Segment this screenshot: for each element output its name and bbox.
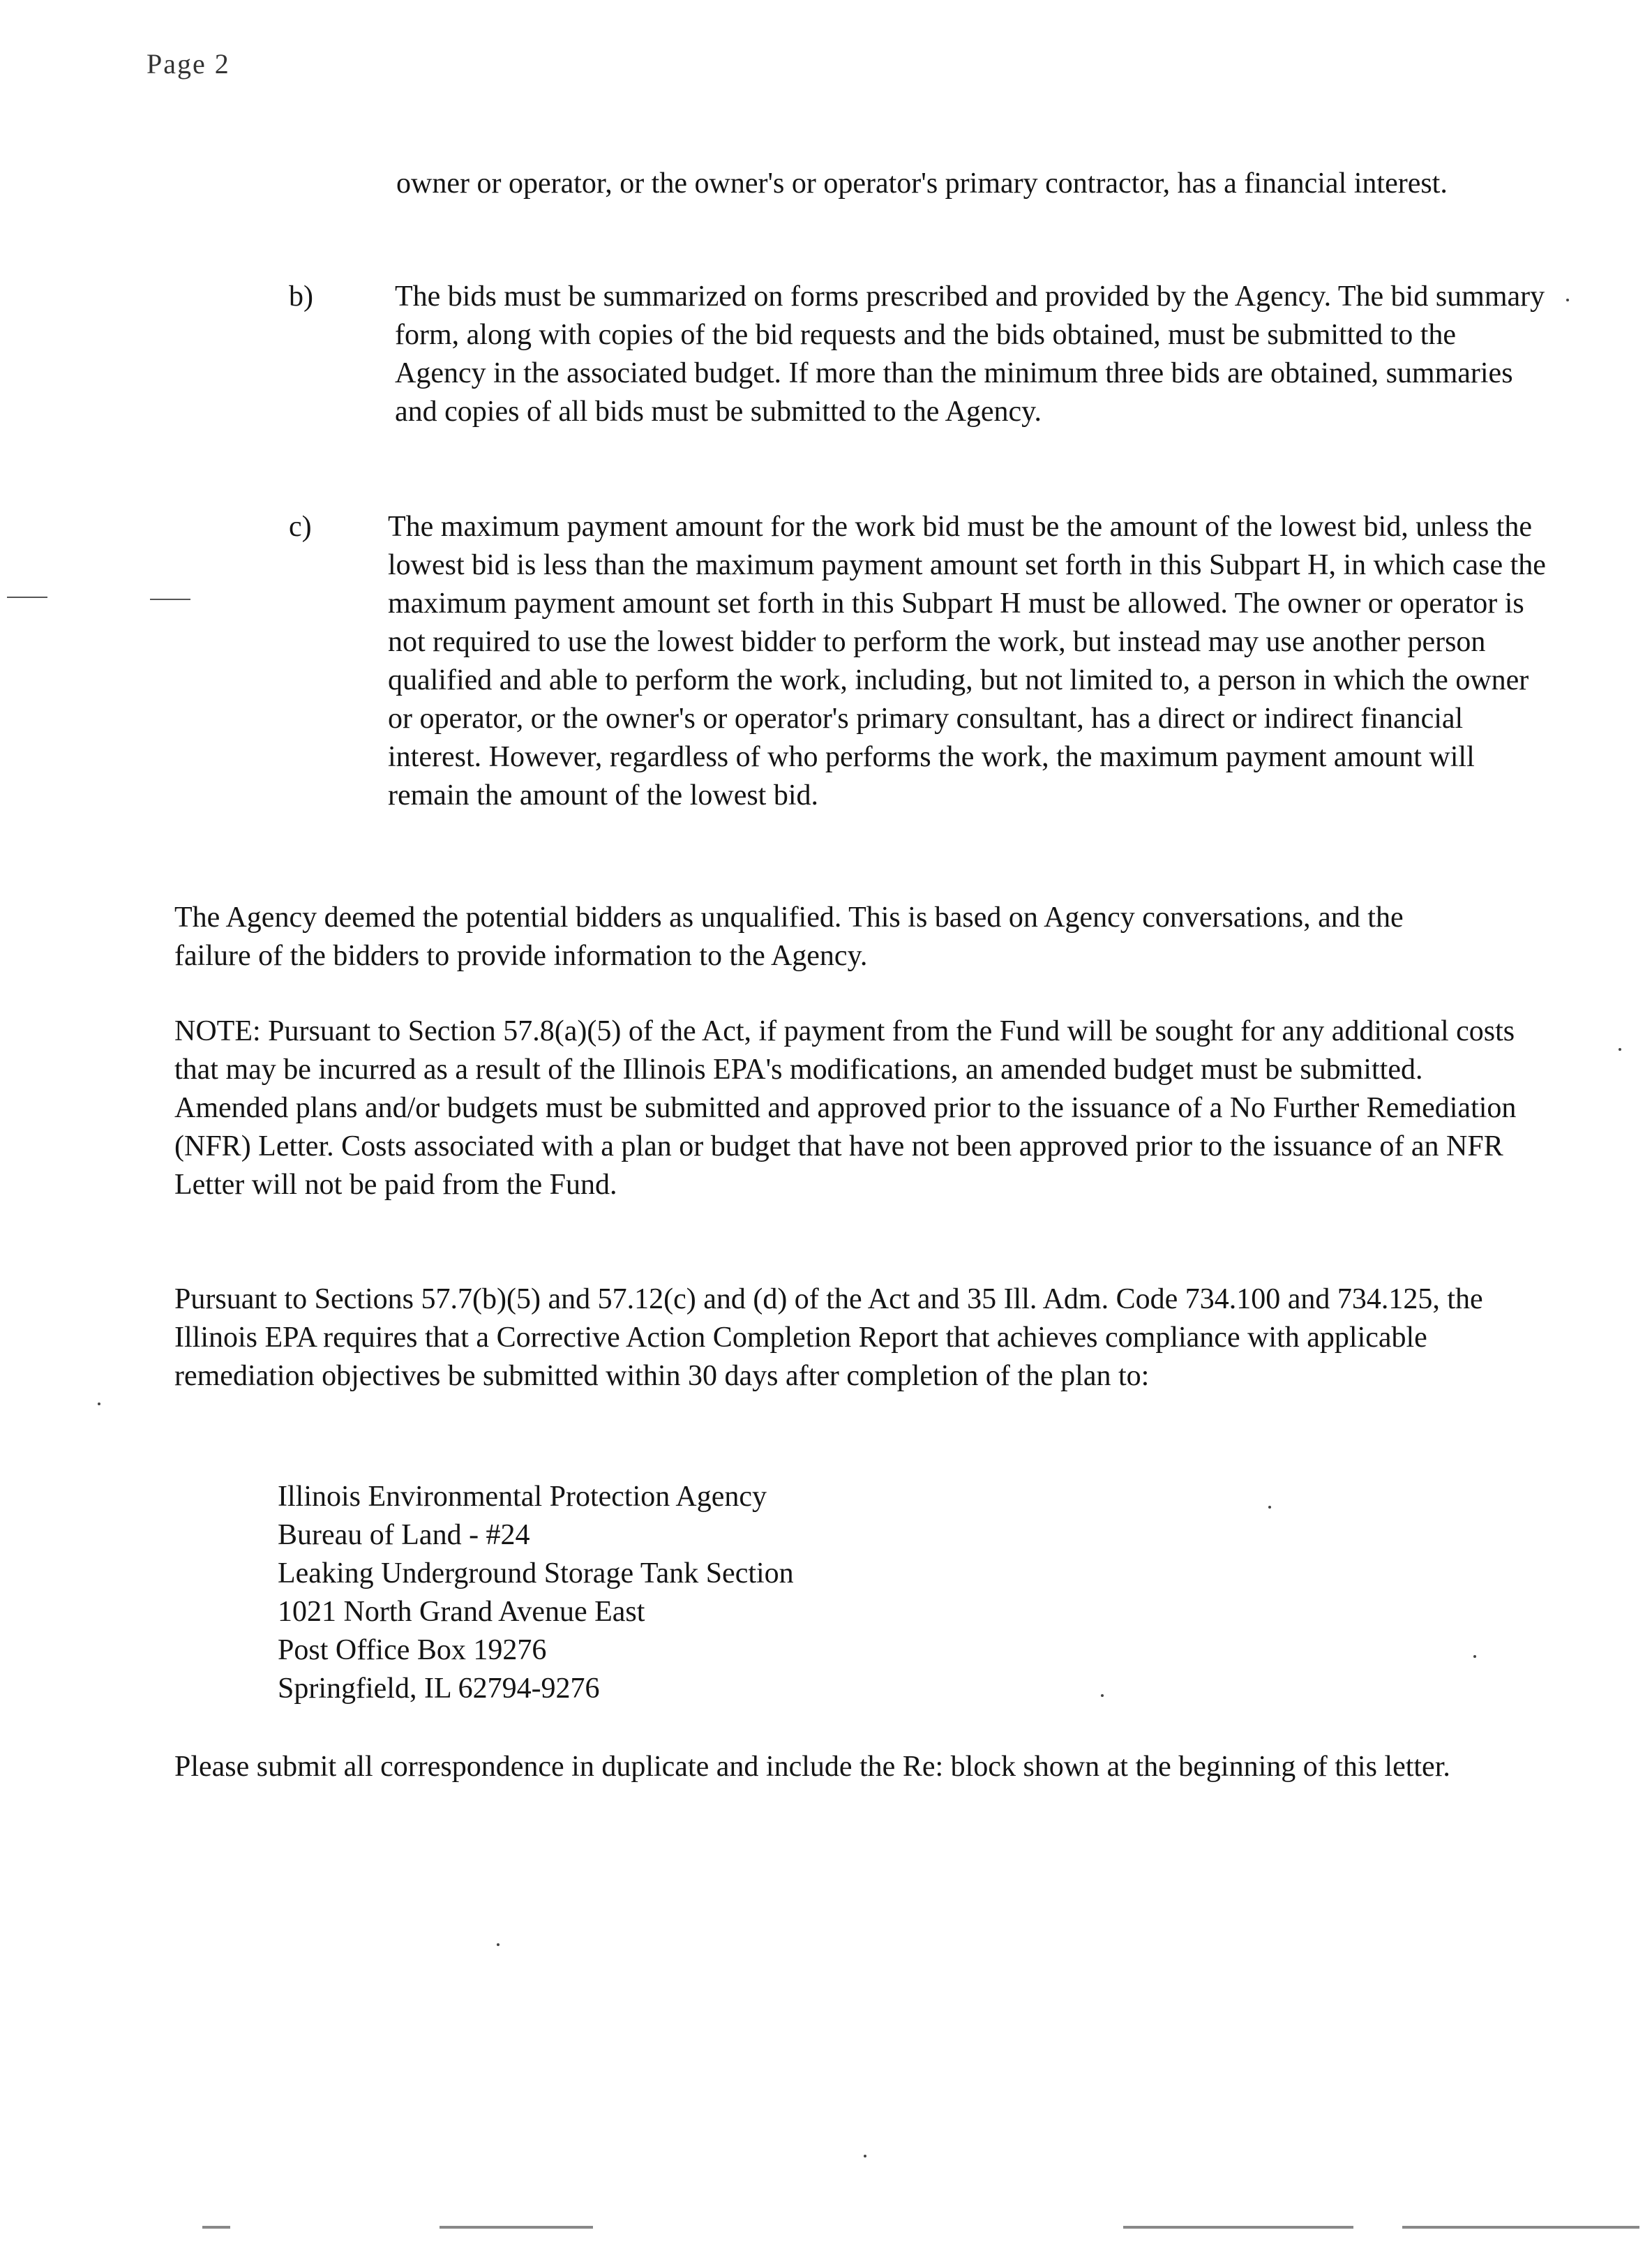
completion-report-paragraph: Pursuant to Sections 57.7(b)(5) and 57.12(c) and (d) of the Act and 35 Ill. Adm. Code 734.100 and 734.125, the Illinois EPA requires that a Corrective Action Completion Report that achieves compliance with applicable remediation objectives be submitted within 30 days after completion of the plan to: <box>174 1283 1483 1392</box>
speck <box>1619 1048 1621 1051</box>
address-line-agency: Illinois Environmental Protection Agency <box>278 1481 767 1513</box>
speck <box>1566 299 1569 301</box>
speck <box>864 2155 866 2157</box>
speck <box>1268 1506 1271 1509</box>
item-b-text: The bids must be summarized on forms prescribed and provided by the Agency. The bid summary form, along with copies of the bid requests and the bids obtained, must be submitted to the Agency in the associated budget. If more than the minimum three bids are obtained, summaries and copies of all bids must be submitted to the Agency. <box>395 280 1545 428</box>
closing-paragraph: Please submit all correspondence in duplicate and include the Re: block shown at the beginning of this letter. <box>174 1751 1450 1783</box>
speck <box>98 1402 100 1405</box>
speck <box>1473 1655 1476 1658</box>
mailing-address <box>278 1478 1045 1708</box>
address-line-section: Leaking Underground Storage Tank Section <box>278 1557 794 1590</box>
address-line-bureau: Bureau of Land - #24 <box>278 1519 530 1551</box>
speck <box>1101 1694 1104 1697</box>
item-b-marker: b) <box>289 280 313 313</box>
unqualified-bidders-paragraph: The Agency deemed the potential bidders as unqualified. This is based on Agency conversations, and the failure of the bidders to provide information to the Agency. <box>174 902 1404 972</box>
item-c-text: The maximum payment amount for the work bid must be the amount of the lowest bid, unless the lowest bid is less than the maximum payment amount set forth in this Subpart H, in which case the maximum payment amount set forth in this Subpart H must be allowed. The owner or operator is not required to use the lowest bidder to perform the work, but instead may use another person qualified and able to perform the work, including, but not limited to, a person in which the owner or operator, or the owner's or operator's primary consultant, has a direct or indirect financial interest. However, regardless of who performs the work, the maximum payment amount will remain the amount of the lowest bid. <box>388 511 1546 811</box>
margin-dash-left <box>7 597 47 598</box>
footer-mark-1 <box>202 2226 230 2229</box>
page-header: Page 2 <box>147 48 230 80</box>
note-paragraph: NOTE: Pursuant to Section 57.8(a)(5) of the Act, if payment from the Fund will be sought for any additional costs that may be incurred as a result of the Illinois EPA's modifications, an amended budget must be submitted. Amended plans and/or budgets must be submitted and approved prior to the issuance of a No Further Remediation (NFR) Letter. Costs associated with a plan or budget that have not been approved prior to the issuance of an NFR Letter will not be paid from the Fund. <box>174 1015 1517 1201</box>
item-c-marker: c) <box>289 511 312 543</box>
speck <box>497 1943 500 1946</box>
footer-mark-2 <box>440 2226 593 2229</box>
margin-dash-inner <box>150 599 190 600</box>
footer-mark-3 <box>1123 2226 1353 2229</box>
address-line-street: 1021 North Grand Avenue East <box>278 1596 645 1628</box>
footer-mark-4 <box>1402 2226 1639 2229</box>
continuation-paragraph: owner or operator, or the owner's or operator's primary contractor, has a financial interest. <box>396 167 1448 200</box>
address-line-city: Springfield, IL 62794-9276 <box>278 1673 600 1705</box>
address-line-pobox: Post Office Box 19276 <box>278 1634 547 1666</box>
